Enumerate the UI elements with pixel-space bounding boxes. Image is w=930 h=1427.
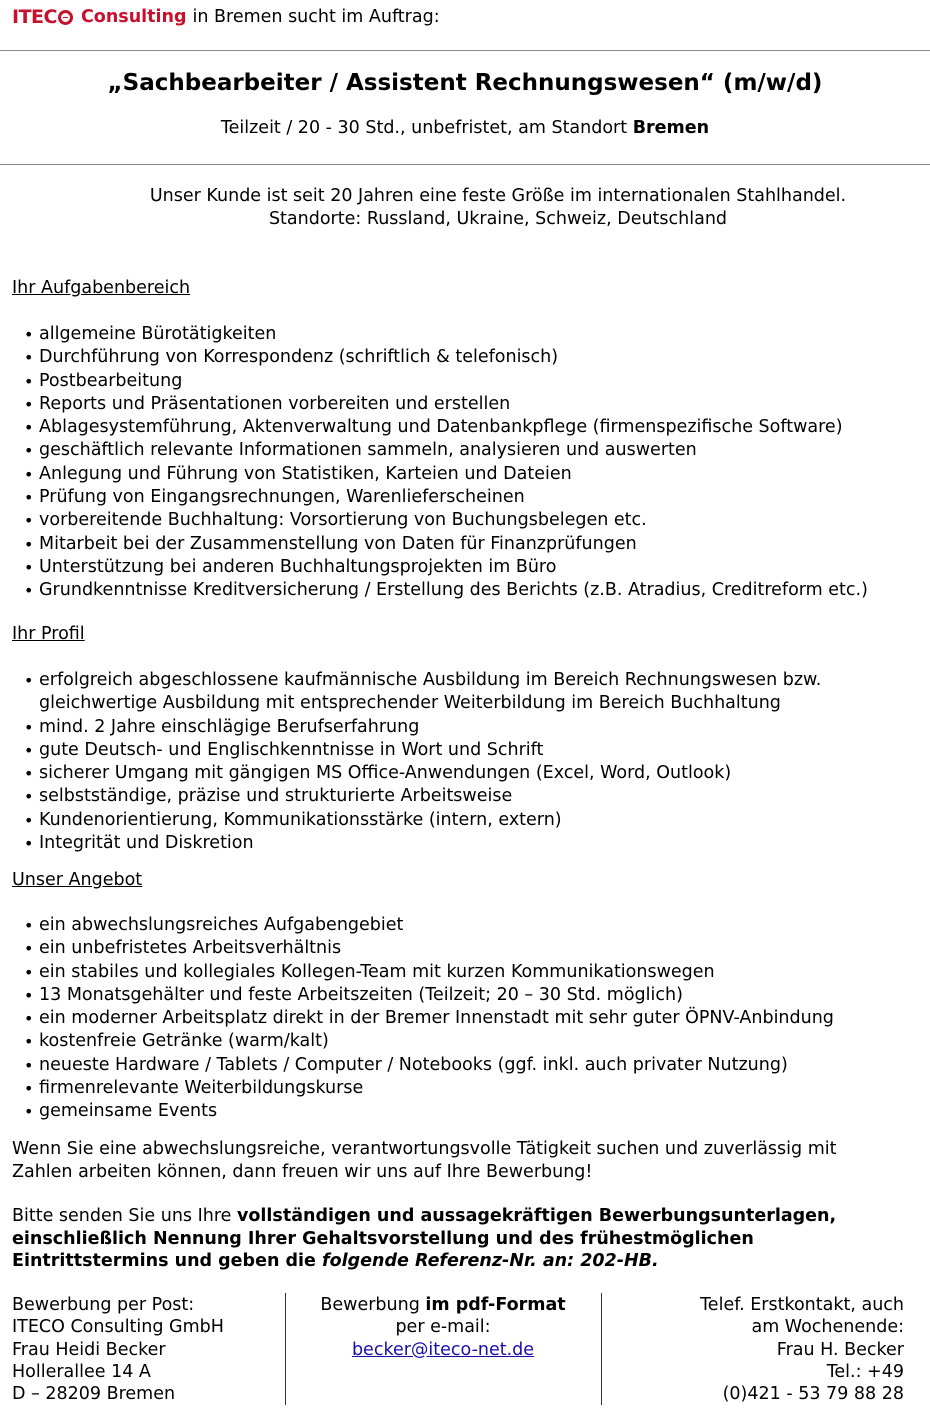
footer-line: Bewerbung per Post:: [12, 1295, 195, 1315]
list-item: • Kundenorientierung, Kommunikationsstärke (intern, extern): [24, 809, 924, 832]
iteco-logo: [12, 6, 73, 28]
logo-o-icon: [58, 10, 73, 25]
list-item: • Integrität und Diskretion: [24, 832, 924, 855]
footer-line: Telef. Erstkontakt, auch: [700, 1295, 904, 1315]
apply-line-2: [12, 1228, 917, 1251]
list-item: • 13 Monatsgehälter und feste Arbeitszeiten (Teilzeit; 20 – 30 Std. möglich): [24, 984, 924, 1007]
header-text: in Bremen sucht im Auftrag:: [192, 7, 440, 27]
header-line: [12, 4, 440, 30]
list-item: • selbstständige, präzise und strukturierte Arbeitsweise: [24, 785, 924, 808]
list-item-line-1: • erfolgreich abgeschlossene kaufmännische Ausbildung im Bereich Rechnungswesen bzw.: [39, 670, 822, 690]
list-item: • ein stabiles und kollegiales Kollegen-Team mit kurzen Kommunikationswegen: [24, 961, 924, 984]
apply-line-1: [12, 1205, 917, 1228]
section-heading-profil: Ihr Profil: [12, 624, 85, 644]
list-item: • Grundkenntnisse Kreditversicherung / Erstellung des Berichts (z.B. Atradius, Creditreform etc.): [24, 579, 924, 602]
list-item: • allgemeine Bürotätigkeiten: [24, 323, 924, 346]
intro-line-1: Unser Kunde ist seit 20 Jahren eine feste Größe im internationalen Stahlhandel.: [149, 186, 847, 206]
list-item: • ein moderner Arbeitsplatz direkt in der Bremer Innenstadt mit sehr guter ÖPNV-Anbindung: [24, 1007, 924, 1030]
application-instructions: [12, 1205, 917, 1273]
apply-prefix: Bitte senden Sie uns Ihre: [12, 1206, 237, 1226]
reference-number: folgende Referenz-Nr. an: 202-HB.: [321, 1251, 659, 1271]
footer-line: per e-mail:: [395, 1317, 491, 1338]
top-divider: [0, 50, 930, 51]
apply-bold-2: einschließlich Nennung Ihrer Gehaltsvorstellung und des frühestmöglichen: [12, 1228, 754, 1249]
logo-text: ITEC: [12, 6, 57, 28]
apply-bold-3: Eintrittstermins und geben die: [12, 1251, 322, 1271]
list-item: • ein unbefristetes Arbeitsverhältnis: [24, 937, 924, 960]
list-item: • sicherer Umgang mit gängigen MS Office-Anwendungen (Excel, Word, Outlook): [24, 762, 924, 785]
email-link[interactable]: becker@iteco-net.de: [351, 1339, 535, 1360]
list-item: • Durchführung von Korrespondenz (schriftlich & telefonisch): [24, 346, 924, 369]
closing-paragraph: [12, 1138, 917, 1183]
closing-line-1: Wenn Sie eine abwechslungsreiche, verantwortungsvolle Tätigkeit suchen und zuverlässig mit: [12, 1139, 837, 1159]
footer-line: Hollerallee 14 A: [12, 1361, 151, 1382]
list-item: • Postbearbeitung: [24, 370, 924, 393]
section-heading-angebot: Unser Angebot: [12, 870, 143, 890]
aufgaben-list: [24, 323, 924, 603]
list-item: • firmenrelevante Weiterbildungskurse: [24, 1077, 924, 1100]
list-item: • geschäftlich relevante Informationen sammeln, analysieren und auswerten: [24, 439, 924, 462]
section-heading-aufgaben: Ihr Aufgabenbereich: [12, 278, 191, 298]
footer-line: [288, 1339, 598, 1361]
footer-divider: [285, 1293, 286, 1405]
list-item: • Mitarbeit bei der Zusammenstellung von Daten für Finanzprüfungen: [24, 533, 924, 556]
list-item: • Prüfung von Eingangsrechnungen, Warenlieferscheinen: [24, 486, 924, 509]
profil-list: [24, 669, 924, 855]
list-item: • vorbereitende Buchhaltung: Vorsortierung von Buchungsbelegen etc.: [24, 509, 924, 532]
footer-line: (0)421 - 53 79 88 28: [722, 1384, 904, 1405]
intro-line-2: Standorte: Russland, Ukraine, Schweiz, Deutschland: [268, 209, 728, 229]
company-name: Consulting: [80, 7, 187, 27]
list-item: • Unterstützung bei anderen Buchhaltungsprojekten im Büro: [24, 556, 924, 579]
list-item: • Anlegung und Führung von Statistiken, Karteien und Dateien: [24, 463, 924, 486]
footer-line: am Wochenende:: [751, 1317, 904, 1338]
company-intro: [0, 185, 930, 231]
angebot-list: [24, 914, 924, 1124]
list-item: • neueste Hardware / Tablets / Computer / Notebooks (ggf. inkl. auch privater Nutzung): [24, 1054, 924, 1077]
footer-line: Frau H. Becker: [776, 1339, 904, 1360]
list-item: • mind. 2 Jahre einschlägige Berufserfahrung: [24, 716, 924, 739]
list-item: • gute Deutsch- und Englischkenntnisse in Wort und Schrift: [24, 739, 924, 762]
list-item: • ein abwechslungsreiches Aufgabengebiet: [24, 914, 924, 937]
footer-phone-contact: [604, 1294, 904, 1405]
footer-email-format: im pdf-Format: [425, 1295, 566, 1315]
list-item: • gemeinsame Events: [24, 1100, 924, 1123]
footer-line: ITECO Consulting GmbH: [12, 1317, 224, 1338]
list-item: • kostenfreie Getränke (warm/kalt): [24, 1030, 924, 1053]
footer-divider: [601, 1293, 602, 1405]
title-divider: [0, 164, 930, 165]
footer-line: Frau Heidi Becker: [12, 1339, 166, 1360]
footer-postal-contact: [12, 1294, 282, 1405]
job-title: „Sachbearbeiter / Assistent Rechnungswesen“ (m/w/d): [107, 70, 823, 96]
footer-email-prefix: Bewerbung: [320, 1295, 426, 1315]
footer-line: [288, 1294, 598, 1316]
footer-line: Tel.: +49: [826, 1361, 904, 1382]
footer-line: D – 28209 Bremen: [12, 1384, 176, 1405]
apply-bold-1: vollständigen und aussagekräftigen Bewerbungsunterlagen,: [236, 1206, 837, 1226]
apply-line-3: [12, 1250, 917, 1273]
job-subtitle: [0, 118, 930, 138]
list-item-line-2: gleichwertige Ausbildung mit entsprechender Weiterbildung im Bereich Buchhaltung: [39, 693, 781, 714]
footer-email-contact: [288, 1294, 598, 1361]
list-item: • Reports und Präsentationen vorbereiten und erstellen: [24, 393, 924, 416]
list-item: [24, 669, 924, 716]
subtitle-location: Bremen: [632, 118, 710, 138]
closing-line-2: Zahlen arbeiten können, dann freuen wir uns auf Ihre Bewerbung!: [12, 1161, 593, 1182]
list-item: • Ablagesystemführung, Aktenverwaltung und Datenbankpflege (firmenspezifische Software): [24, 416, 924, 439]
subtitle-text: Teilzeit / 20 - 30 Std., unbefristet, am Standort: [220, 118, 633, 138]
